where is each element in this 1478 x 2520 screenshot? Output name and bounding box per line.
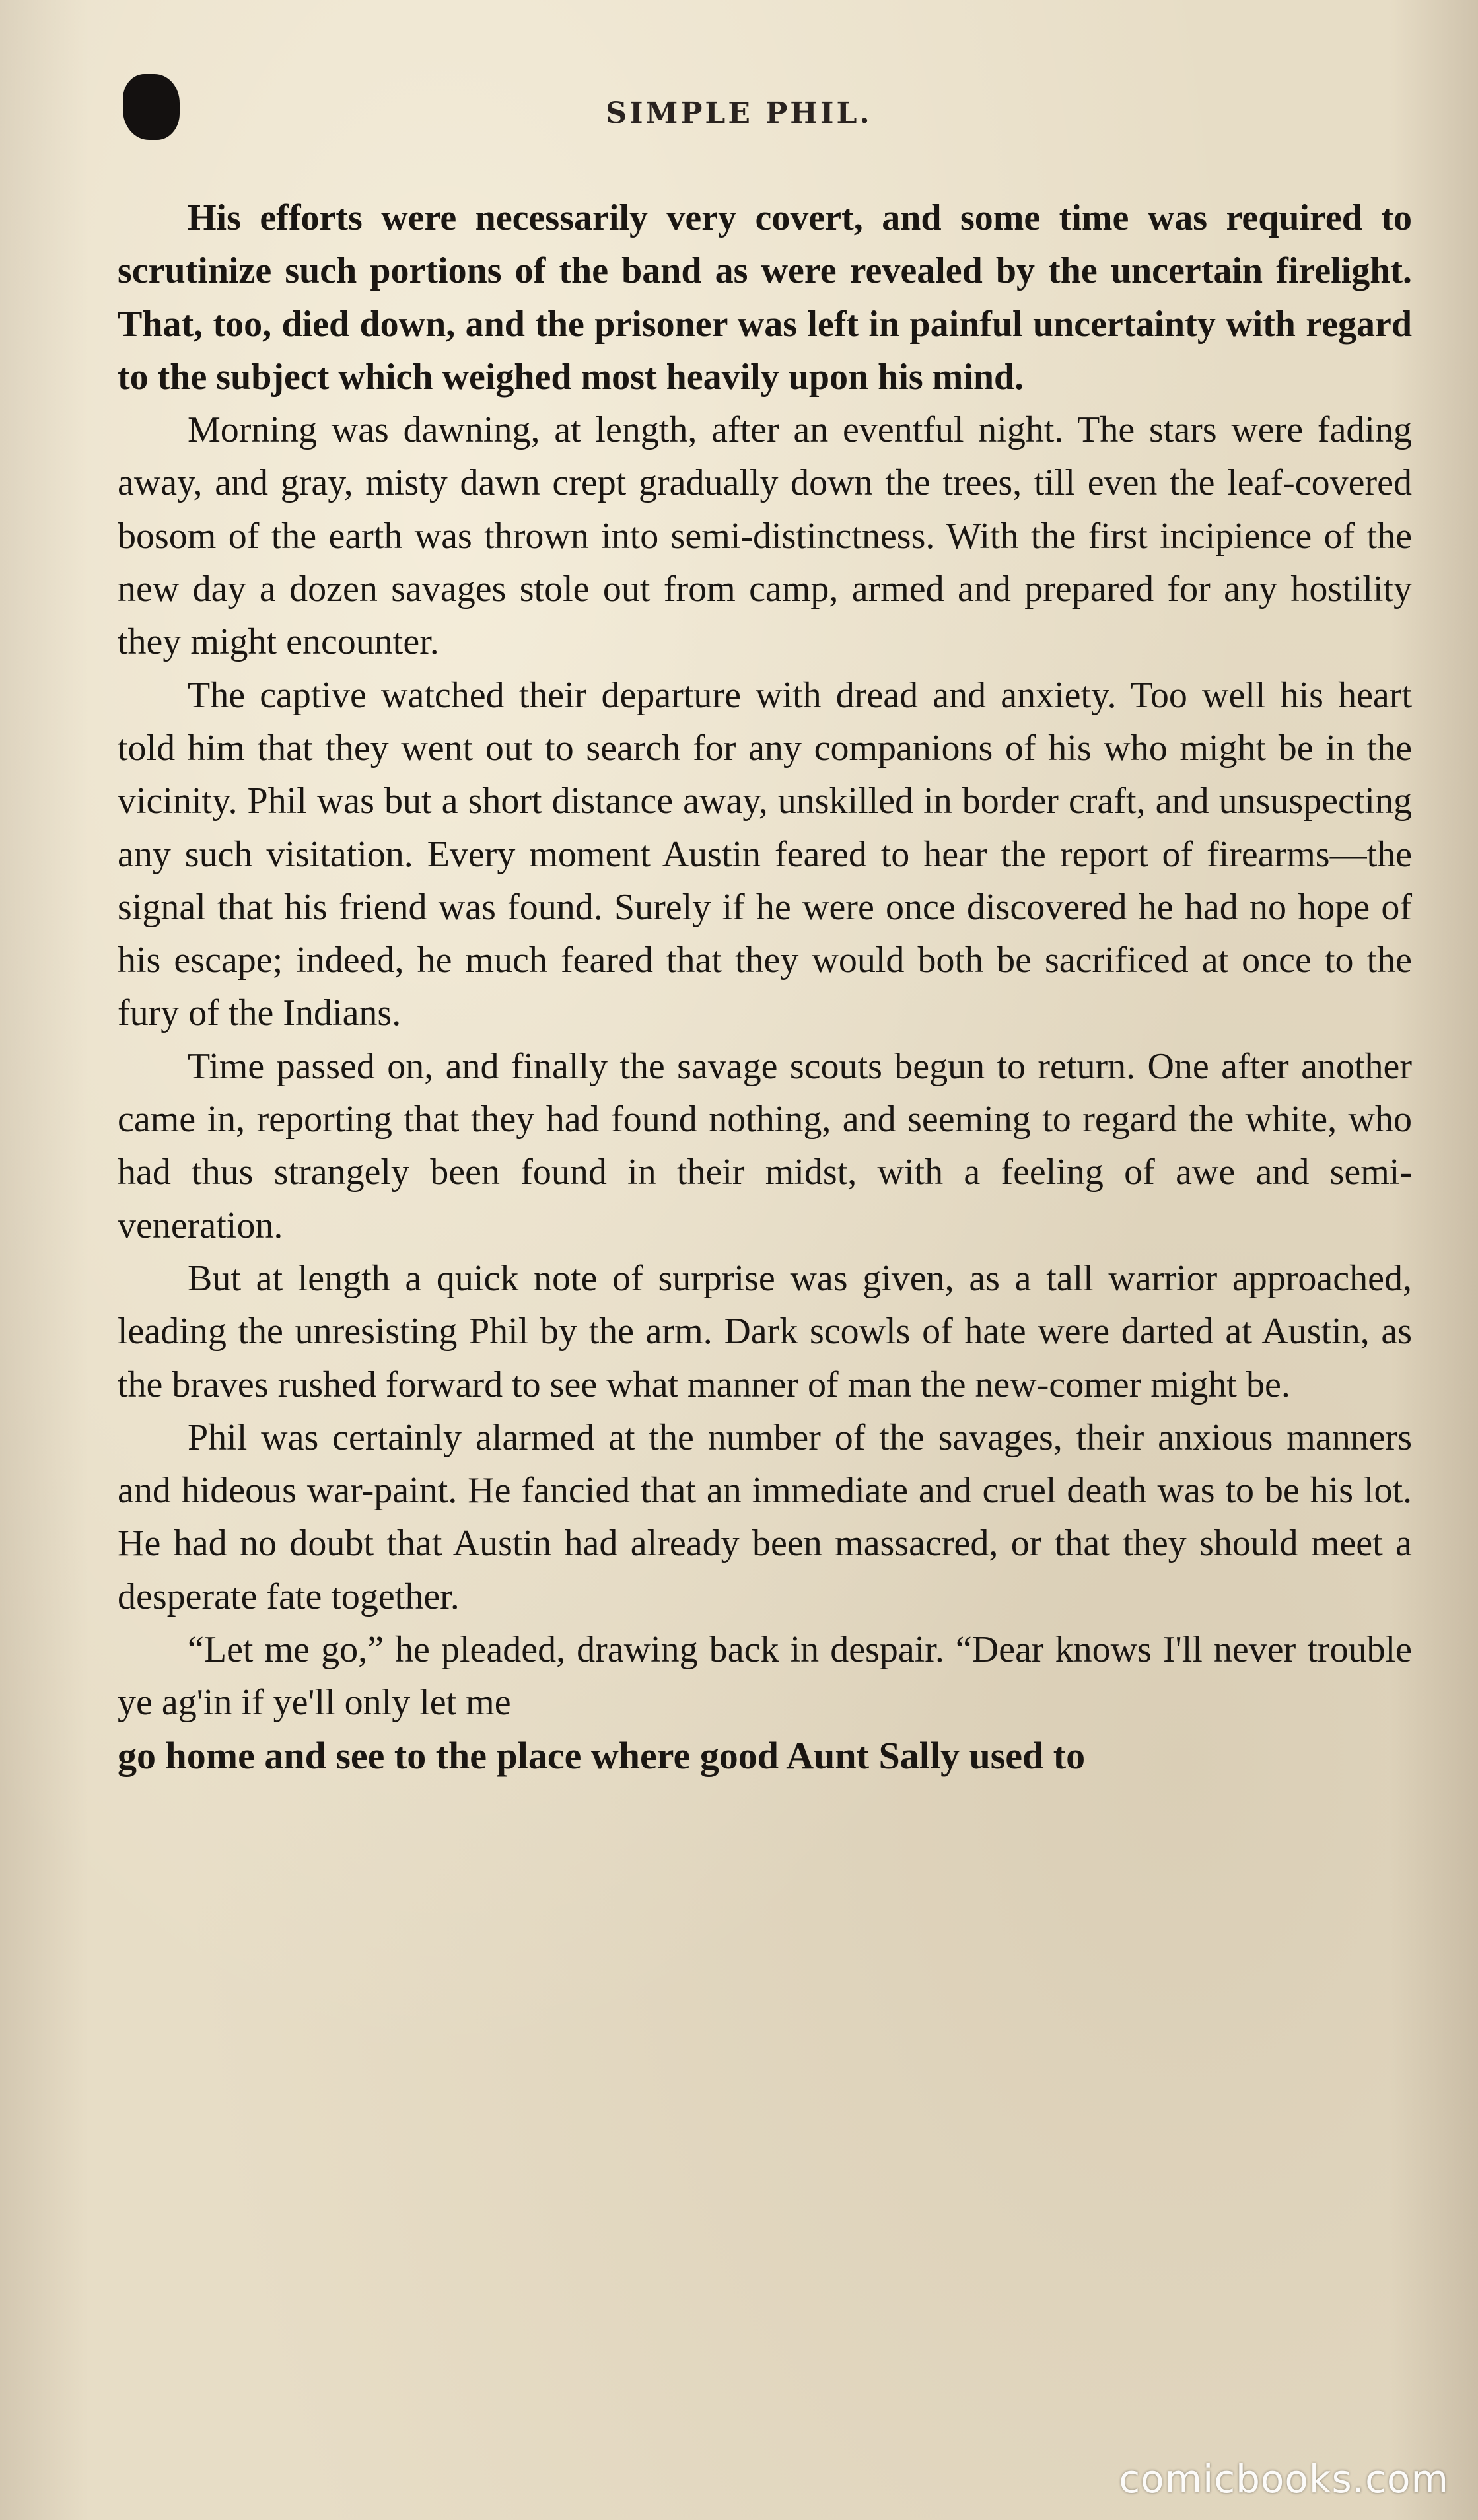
body-text — [118, 192, 1412, 1782]
final-line: go home and see to the place where good Aunt Sally used to — [118, 1733, 1086, 1777]
running-head: SIMPLE PHIL. — [606, 96, 872, 130]
paragraph-7: “Let me go,” he pleaded, drawing back in despair. “Dear knows I'll never trouble ye ag'in if ye'll only let me — [118, 1629, 1412, 1724]
paragraph-5: But at length a quick note of surprise was given, as a tall warrior approached, leading the unresisting Phil by the arm. Dark scowls of hate were darted at Austin, as the braves rushed forward to see what manner of man the new-comer might be. — [118, 1257, 1412, 1405]
site-watermark: comicbooks.com — [1119, 2457, 1449, 2502]
paragraph-1: His efforts were necessarily very covert, and some time was required to scrutinize such portions of the band as were revealed by the uncertain firelight. That, too, died down, and the prisoner was left in painful uncertainty with regard to the subject which weighed most heavily upon his mind. — [118, 197, 1412, 398]
paragraph-2: Morning was dawning, at length, after an eventful night. The stars were fading away, and gray, misty dawn crept gradually down the trees, till even the leaf-covered bosom of the earth was thrown into semi-distinctness. With the first incipience of the new day a dozen savages stole out from camp, armed and prepared for any hostility they might encounter. — [118, 409, 1412, 663]
paragraph-3: The captive watched their departure with dread and anxiety. Too well his heart told him that they went out to search for any companions of his who might be in the vicinity. Phil was but a short distance away, unskilled in border craft, and unsuspecting any such visitation. Every moment Austin feared to hear the report of firearms—the signal that his friend was found. Surely if he were once discovered he had no hope of his escape; indeed, he much feared that they would both be sacrificed at once to the fury of the Indians. — [118, 674, 1412, 1034]
paragraph-6: Phil was certainly alarmed at the number of the savages, their anxious manners and hideous war-paint. He fancied that an immediate and cruel death was to be his lot. He had no doubt that Austin had already been massacred, or that they should meet a desperate fate together. — [118, 1417, 1412, 1617]
paragraph-4: Time passed on, and finally the savage scouts begun to return. One after another came in, reporting that they had found nothing, and seeming to regard the white, who had thus strangely been found in their midst, with a feeling of awe and semi-veneration. — [118, 1045, 1412, 1246]
